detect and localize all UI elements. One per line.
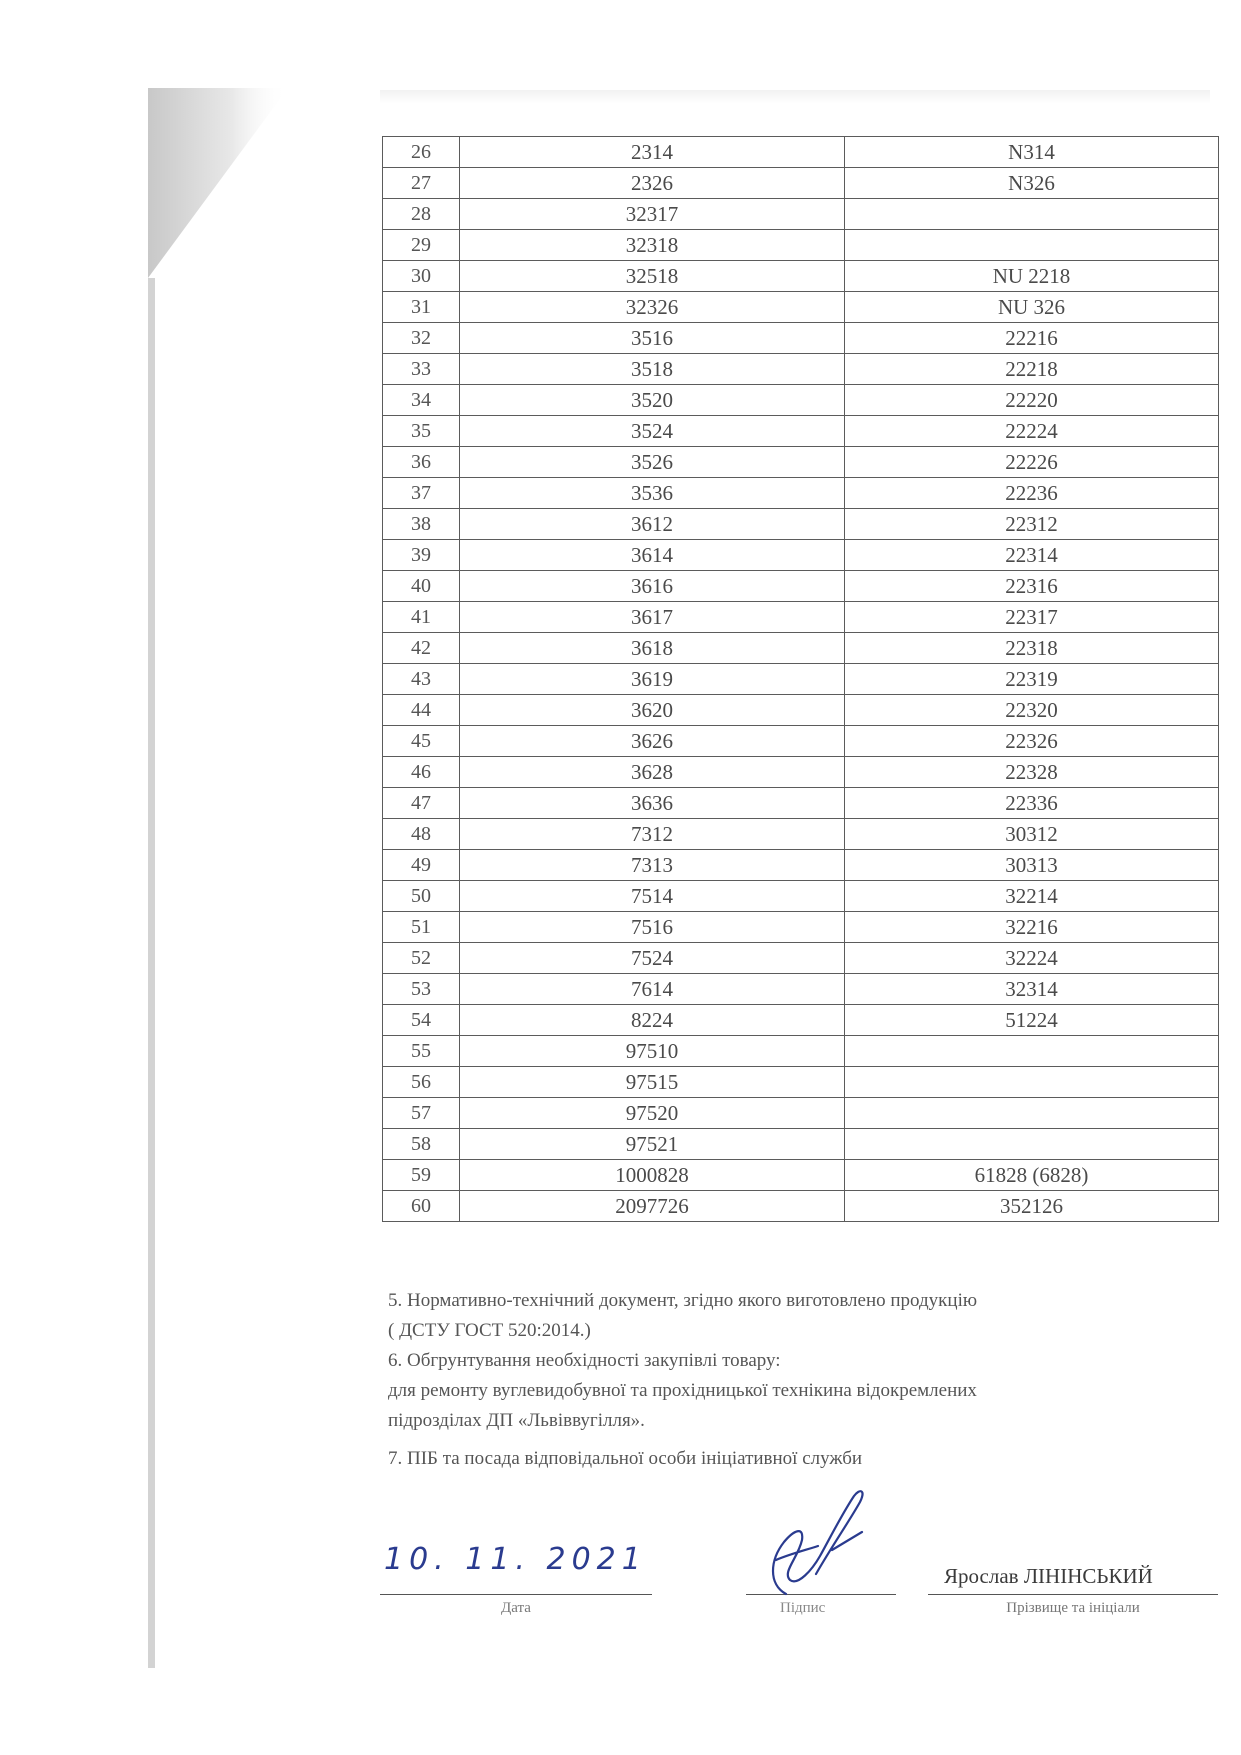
row-number-cell: 50: [383, 881, 460, 912]
alt-code-cell: 22216: [845, 323, 1219, 354]
table-row: [383, 540, 1219, 571]
row-number-cell: 28: [383, 199, 460, 230]
note-6-line3: підрозділах ДП «Львіввугілля».: [388, 1410, 645, 1431]
row-number-cell: 55: [383, 1036, 460, 1067]
table-row: [383, 664, 1219, 695]
row-number-cell: 37: [383, 478, 460, 509]
alt-code-cell: 22224: [845, 416, 1219, 447]
part-code-cell: 7516: [460, 912, 845, 943]
alt-code-cell: 22319: [845, 664, 1219, 695]
alt-code-cell: 32216: [845, 912, 1219, 943]
table-row: [383, 509, 1219, 540]
part-code-cell: 3619: [460, 664, 845, 695]
row-number-cell: 47: [383, 788, 460, 819]
alt-code-cell: 32214: [845, 881, 1219, 912]
note-5-line1: 5. Нормативно-технічний документ, згідно якого виготовлено продукцію: [388, 1290, 978, 1311]
table-row: [383, 1129, 1219, 1160]
part-code-cell: 2097726: [460, 1191, 845, 1222]
alt-code-cell: 22328: [845, 757, 1219, 788]
table-row: [383, 261, 1219, 292]
part-code-cell: 1000828: [460, 1160, 845, 1191]
table-row: [383, 819, 1219, 850]
bearings-table: [382, 136, 1219, 1222]
part-code-cell: 32317: [460, 199, 845, 230]
part-code-cell: 97515: [460, 1067, 845, 1098]
alt-code-cell: 22317: [845, 602, 1219, 633]
alt-code-cell: [845, 230, 1219, 261]
part-code-cell: 7514: [460, 881, 845, 912]
table-row: [383, 1036, 1219, 1067]
table-row: [383, 323, 1219, 354]
alt-code-cell: 22336: [845, 788, 1219, 819]
part-code-cell: 3626: [460, 726, 845, 757]
part-code-cell: 3524: [460, 416, 845, 447]
row-number-cell: 33: [383, 354, 460, 385]
table-row: [383, 974, 1219, 1005]
row-number-cell: 40: [383, 571, 460, 602]
row-number-cell: 27: [383, 168, 460, 199]
table-row: [383, 1098, 1219, 1129]
table-row: [383, 726, 1219, 757]
row-number-cell: 57: [383, 1098, 460, 1129]
row-number-cell: 54: [383, 1005, 460, 1036]
part-code-cell: 32326: [460, 292, 845, 323]
row-number-cell: 53: [383, 974, 460, 1005]
table-row: [383, 943, 1219, 974]
part-code-cell: 3620: [460, 695, 845, 726]
signer-name: Ярослав ЛІНІНСЬКИЙ: [944, 1564, 1153, 1588]
part-code-cell: 7614: [460, 974, 845, 1005]
part-code-cell: 97510: [460, 1036, 845, 1067]
table-row: [383, 292, 1219, 323]
table-row: [383, 137, 1219, 168]
alt-code-cell: 22326: [845, 726, 1219, 757]
table-row: [383, 416, 1219, 447]
table-row: [383, 1067, 1219, 1098]
alt-code-cell: 22220: [845, 385, 1219, 416]
alt-code-cell: N326: [845, 168, 1219, 199]
row-number-cell: 32: [383, 323, 460, 354]
table-row: [383, 695, 1219, 726]
table-row: [383, 850, 1219, 881]
part-code-cell: 3536: [460, 478, 845, 509]
page-margin: [0, 0, 150, 1755]
row-number-cell: 58: [383, 1129, 460, 1160]
part-code-cell: 3520: [460, 385, 845, 416]
table-row: [383, 385, 1219, 416]
alt-code-cell: 22236: [845, 478, 1219, 509]
row-number-cell: 46: [383, 757, 460, 788]
table-row: [383, 633, 1219, 664]
part-code-cell: 97521: [460, 1129, 845, 1160]
row-number-cell: 42: [383, 633, 460, 664]
alt-code-cell: 22314: [845, 540, 1219, 571]
alt-code-cell: 30313: [845, 850, 1219, 881]
part-code-cell: 3628: [460, 757, 845, 788]
handwritten-signature: [746, 1476, 896, 1616]
page-fold-shadow: [148, 88, 288, 1668]
table-row: [383, 881, 1219, 912]
alt-code-cell: 22226: [845, 447, 1219, 478]
table-row: [383, 447, 1219, 478]
table-row: [383, 168, 1219, 199]
part-code-cell: 2326: [460, 168, 845, 199]
part-code-cell: 3616: [460, 571, 845, 602]
row-number-cell: 51: [383, 912, 460, 943]
row-number-cell: 39: [383, 540, 460, 571]
row-number-cell: 43: [383, 664, 460, 695]
row-number-cell: 41: [383, 602, 460, 633]
row-number-cell: 48: [383, 819, 460, 850]
alt-code-cell: 51224: [845, 1005, 1219, 1036]
alt-code-cell: [845, 1067, 1219, 1098]
note-6-line2: для ремонту вуглевидобувної та прохідницької технікина відокремлених: [388, 1380, 977, 1401]
part-code-cell: 7313: [460, 850, 845, 881]
row-number-cell: 38: [383, 509, 460, 540]
table-row: [383, 354, 1219, 385]
table-row: [383, 602, 1219, 633]
row-number-cell: 60: [383, 1191, 460, 1222]
name-caption: Прізвище та ініціали: [1006, 1600, 1140, 1616]
table-row: [383, 912, 1219, 943]
row-number-cell: 49: [383, 850, 460, 881]
table-row: [383, 199, 1219, 230]
part-code-cell: 8224: [460, 1005, 845, 1036]
signature-block: [380, 1520, 1220, 1680]
note-5-line2: ( ДСТУ ГОСТ 520:2014.): [388, 1320, 591, 1341]
signature-caption: Підпис: [780, 1600, 826, 1616]
row-number-cell: 31: [383, 292, 460, 323]
alt-code-cell: NU 2218: [845, 261, 1219, 292]
part-code-cell: 32518: [460, 261, 845, 292]
row-number-cell: 44: [383, 695, 460, 726]
row-number-cell: 26: [383, 137, 460, 168]
table-row: [383, 478, 1219, 509]
part-code-cell: 3526: [460, 447, 845, 478]
notes-section: [388, 1286, 1208, 1474]
alt-code-cell: N314: [845, 137, 1219, 168]
row-number-cell: 36: [383, 447, 460, 478]
table-row: [383, 230, 1219, 261]
alt-code-cell: [845, 1129, 1219, 1160]
alt-code-cell: 32224: [845, 943, 1219, 974]
alt-code-cell: 22318: [845, 633, 1219, 664]
alt-code-cell: [845, 199, 1219, 230]
alt-code-cell: 22218: [845, 354, 1219, 385]
row-number-cell: 30: [383, 261, 460, 292]
table-row: [383, 1005, 1219, 1036]
part-code-cell: 97520: [460, 1098, 845, 1129]
part-code-cell: 3518: [460, 354, 845, 385]
part-code-cell: 3618: [460, 633, 845, 664]
row-number-cell: 35: [383, 416, 460, 447]
row-number-cell: 52: [383, 943, 460, 974]
part-code-cell: 3617: [460, 602, 845, 633]
table-row: [383, 571, 1219, 602]
part-code-cell: 7524: [460, 943, 845, 974]
alt-code-cell: 30312: [845, 819, 1219, 850]
alt-code-cell: [845, 1036, 1219, 1067]
note-7: 7. ПІБ та посада відповідальної особи ініціативної служби: [388, 1448, 863, 1469]
date-caption: Дата: [501, 1600, 531, 1616]
alt-code-cell: 32314: [845, 974, 1219, 1005]
alt-code-cell: 22316: [845, 571, 1219, 602]
alt-code-cell: NU 326: [845, 292, 1219, 323]
part-code-cell: 3636: [460, 788, 845, 819]
note-6-line1: 6. Обгрунтування необхідності закупівлі товару:: [388, 1350, 781, 1371]
alt-code-cell: 22320: [845, 695, 1219, 726]
part-code-cell: 3516: [460, 323, 845, 354]
row-number-cell: 56: [383, 1067, 460, 1098]
bearings-table-body: [383, 137, 1219, 1222]
alt-code-cell: [845, 1098, 1219, 1129]
spacer: [388, 1436, 1208, 1444]
row-number-cell: 34: [383, 385, 460, 416]
part-code-cell: 7312: [460, 819, 845, 850]
alt-code-cell: 352126: [845, 1191, 1219, 1222]
alt-code-cell: 22312: [845, 509, 1219, 540]
table-row: [383, 1191, 1219, 1222]
row-number-cell: 29: [383, 230, 460, 261]
part-code-cell: 3612: [460, 509, 845, 540]
alt-code-cell: 61828 (6828): [845, 1160, 1219, 1191]
table-row: [383, 788, 1219, 819]
table-row: [383, 757, 1219, 788]
part-code-cell: 32318: [460, 230, 845, 261]
handwritten-date: 10. 11. 2021: [384, 1542, 647, 1577]
table-row: [383, 1160, 1219, 1191]
part-code-cell: 2314: [460, 137, 845, 168]
part-code-cell: 3614: [460, 540, 845, 571]
row-number-cell: 59: [383, 1160, 460, 1191]
row-number-cell: 45: [383, 726, 460, 757]
scan-smudge: [380, 90, 1210, 104]
